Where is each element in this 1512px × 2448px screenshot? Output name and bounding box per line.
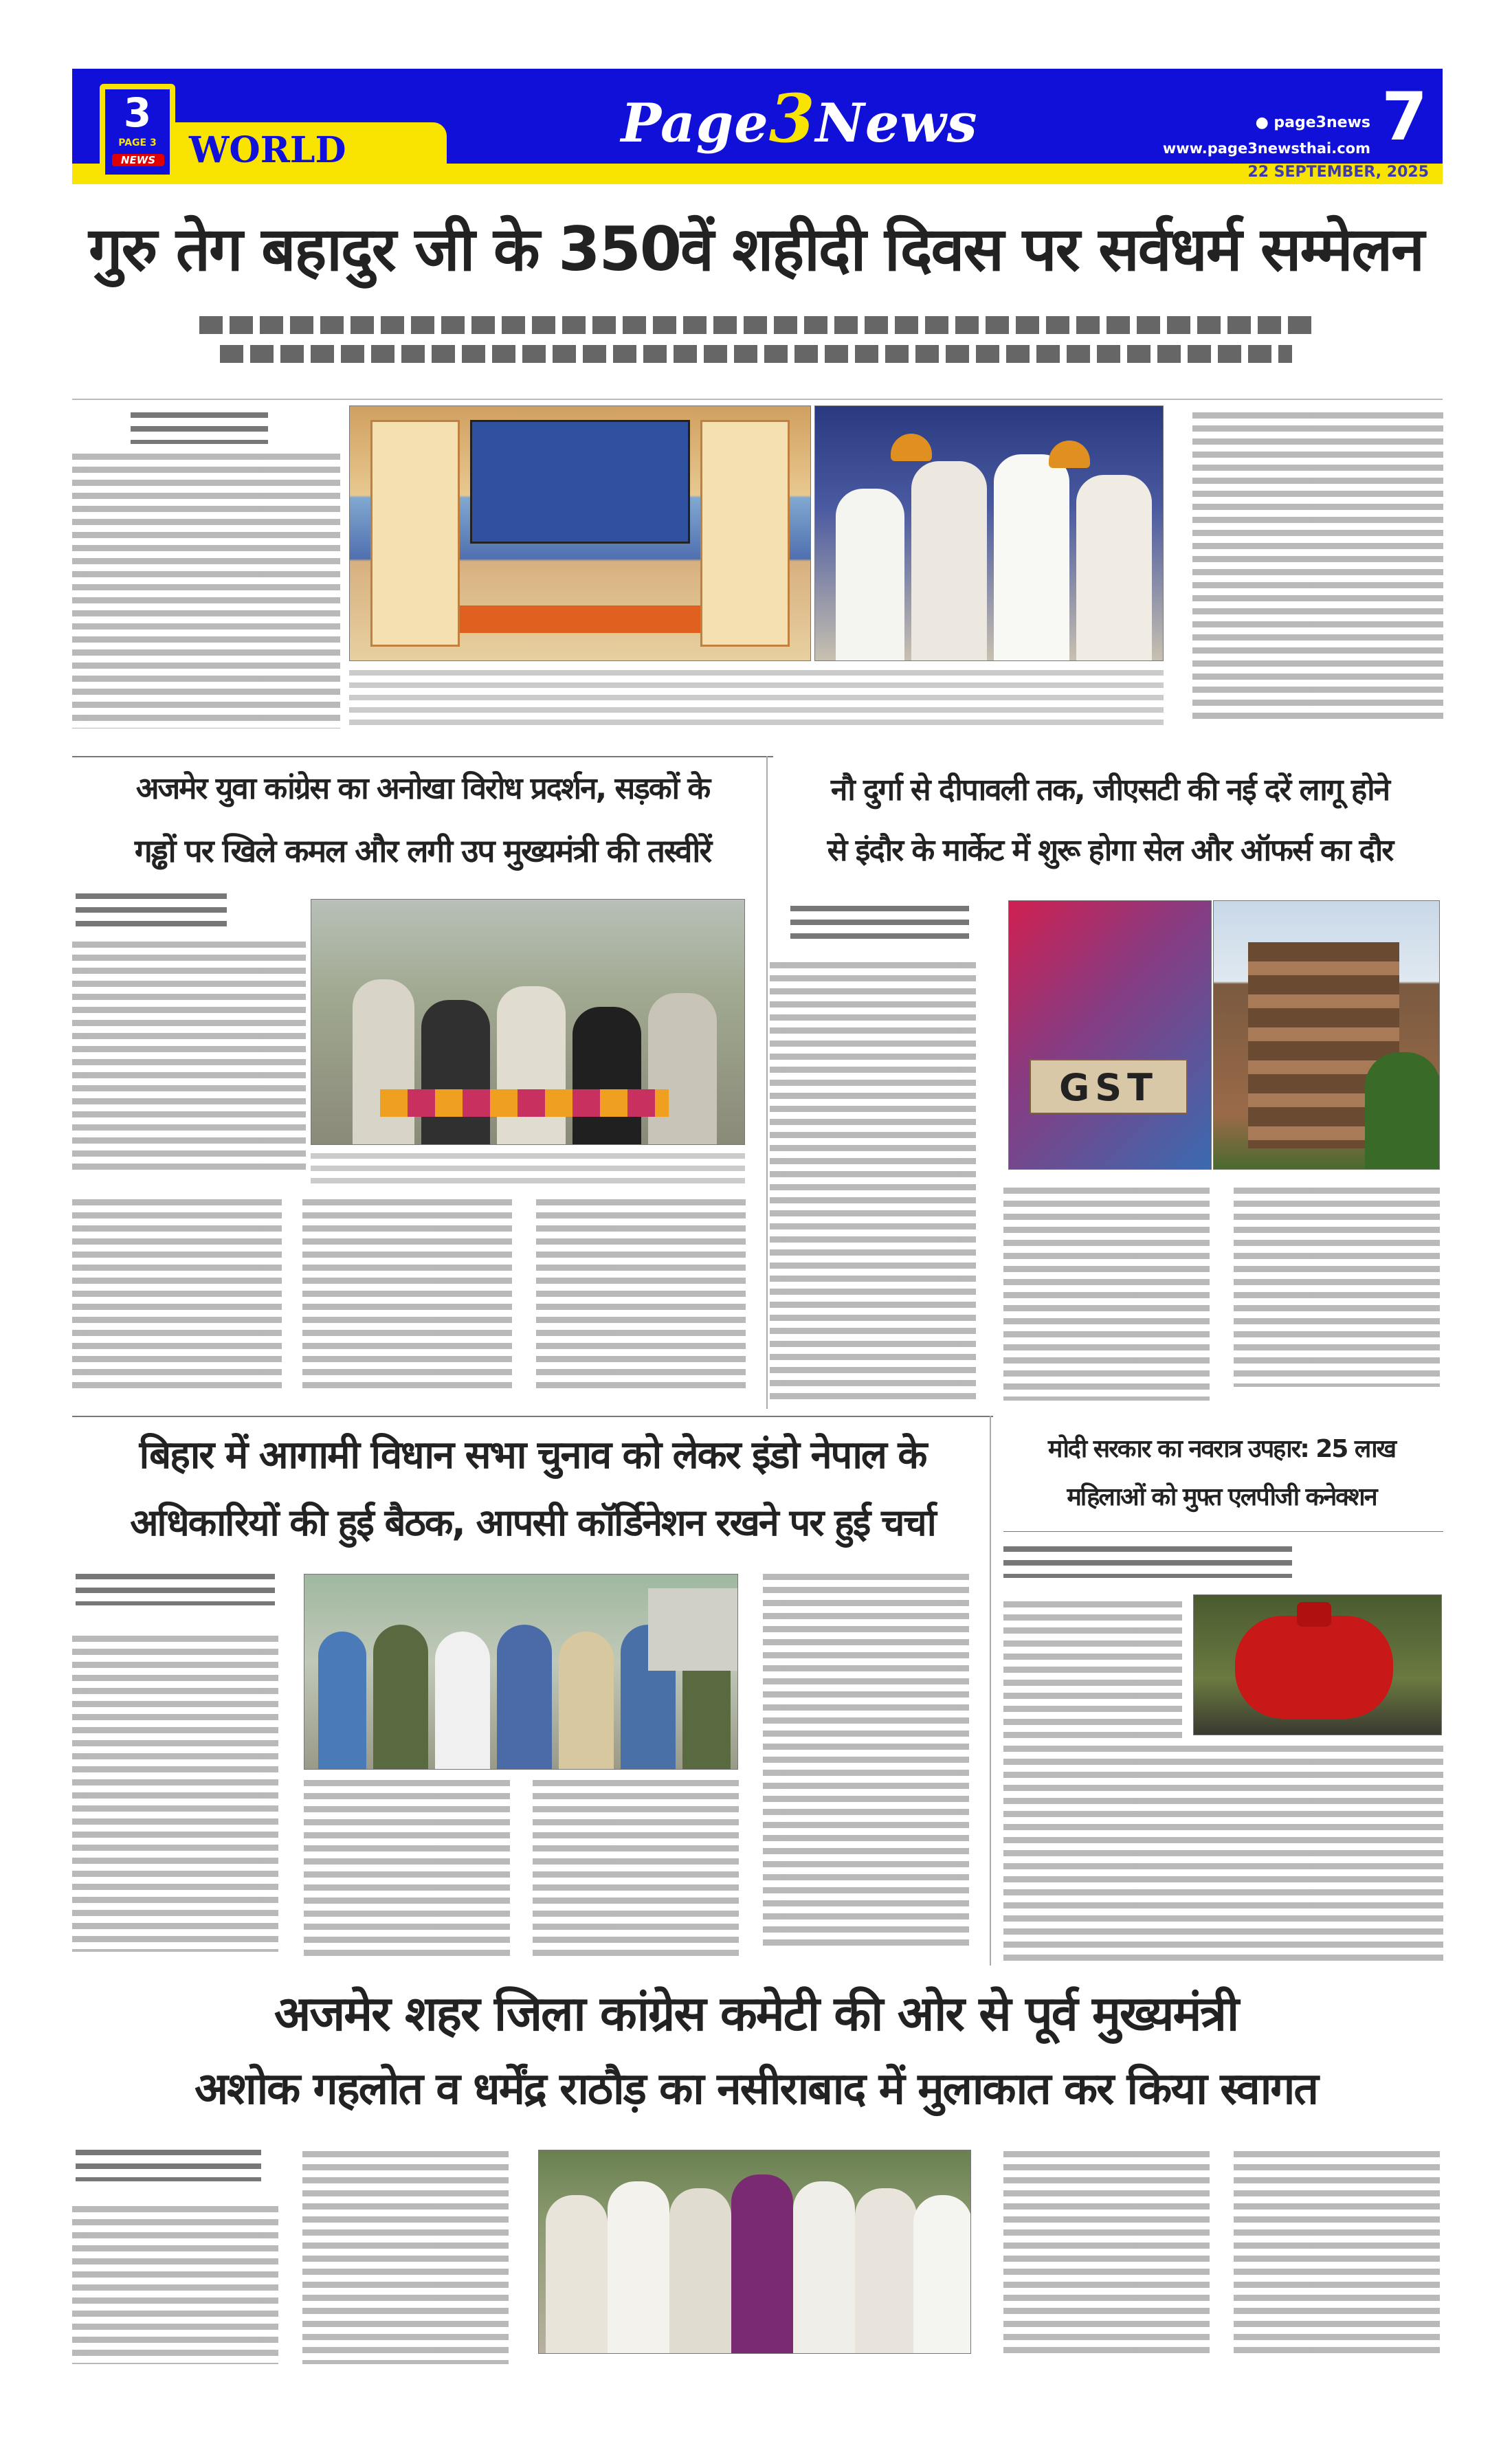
guru-subheadline [199,313,1313,368]
guru-column-1 [72,454,340,728]
guru-top-rule [72,399,1443,400]
gst-headline-1: नौ दुर्गा से दीपावली तक, जीएसटी की नई दरें लागू होने [830,772,1390,808]
ajmer-youth-rule [72,756,773,757]
brand-three: 3 [768,80,816,157]
gehlot-column-4 [1234,2151,1440,2357]
lpg-divider [990,1416,991,1966]
bihar-byline [76,1574,275,1605]
page3-logo [100,84,175,180]
lpg-photo [1193,1594,1442,1735]
guru-photo-award [814,405,1164,661]
logo-subtitle: PAGE 3 [118,137,157,148]
logo-number: 3 [123,89,152,136]
social-handle: ● page3news [1255,114,1370,131]
guru-photo-stage [349,405,811,661]
guru-caption [349,670,1164,725]
masthead [72,69,1443,184]
gst-divider [766,756,768,1409]
lpg-headline-1: मोदी सरकार का नवरात्र उपहार: 25 लाख [1047,1435,1396,1463]
brand-left: Page [621,92,769,155]
gehlot-column-3 [1003,2151,1210,2357]
ajmer-youth-caption [311,1153,745,1185]
lpg-column-1 [1003,1601,1182,1739]
bihar-headline-2: अधिकारियों की हुई बैठक, आपसी कॉर्डिनेशन रखने पर हुई चर्चा [130,1501,935,1544]
ajmer-youth-column-2 [302,1199,512,1395]
gst-headline-2: से इंदौर के मार्केट में शुरू होगा सेल और ऑफर्स का दौर [827,833,1393,868]
logo-badge: NEWS [112,154,164,166]
ajmer-youth-column-1a [72,942,306,1175]
gehlot-photo [538,2150,971,2354]
ajmer-youth-headline-1: अजमेर युवा कांग्रेस का अनोखा विरोध प्रदर्शन, सड़कों के [135,771,710,806]
section-label: WORLD [189,129,346,171]
ajmer-youth-headline-2: गड्ढों पर खिले कमल और लगी उप मुख्यमंत्री की तस्वीरें [134,832,711,869]
website-url: www.page3newsthai.com [1162,140,1370,157]
gst-photo [1008,900,1212,1170]
brand-wordmark [607,80,992,157]
bihar-column-4 [763,1574,969,1952]
guru-column-right [1192,412,1443,722]
ajmer-youth-column-1 [72,1199,282,1395]
guru-byline [131,412,268,444]
lpg-column-2 [1003,1746,1443,1966]
gst-column-2 [1003,1188,1210,1401]
gehlot-column-2 [302,2151,509,2364]
bihar-photo [304,1574,738,1770]
gst-column-1 [770,962,976,1402]
bihar-column-1 [72,1636,278,1952]
issue-date: 22 SEPTEMBER, 2025 [1247,164,1429,181]
lpg-subrule [1003,1531,1443,1532]
ajmer-youth-byline [76,893,227,926]
gst-image-text: GST [1058,1066,1159,1109]
indore-palace-photo [1213,900,1440,1170]
gehlot-headline-2: अशोक गहलोत व धर्मेंद्र राठौड़ का नसीराबाद में मुलाकात कर किया स्वागत [194,2064,1318,2115]
gehlot-column-1 [72,2206,278,2364]
guru-headline: गुरु तेग बहादुर जी के 350वें शहीदी दिवस पर सर्वधर्म सम्मेलन [89,214,1423,285]
bihar-rule [72,1416,993,1417]
ajmer-youth-photo [311,899,745,1145]
gehlot-byline [76,2150,261,2181]
lpg-headline-2: महिलाओं को मुफ्त एलपीजी कनेक्शन [1067,1483,1377,1511]
lpg-byline [1003,1546,1292,1578]
brand-right: News [815,92,978,155]
gehlot-headline-1: अजमेर शहर जिला कांग्रेस कमेटी की ओर से पूर्व मुख्यमंत्री [274,1985,1238,2042]
bihar-column-3 [533,1780,739,1959]
gst-byline [790,906,969,939]
bihar-headline-1: बिहार में आगामी विधान सभा चुनाव को लेकर इंडो नेपाल के [139,1433,926,1478]
gst-column-3 [1234,1188,1440,1387]
ajmer-youth-column-3 [536,1199,746,1395]
bihar-column-2 [304,1780,510,1959]
page-number: 7 [1381,78,1427,155]
